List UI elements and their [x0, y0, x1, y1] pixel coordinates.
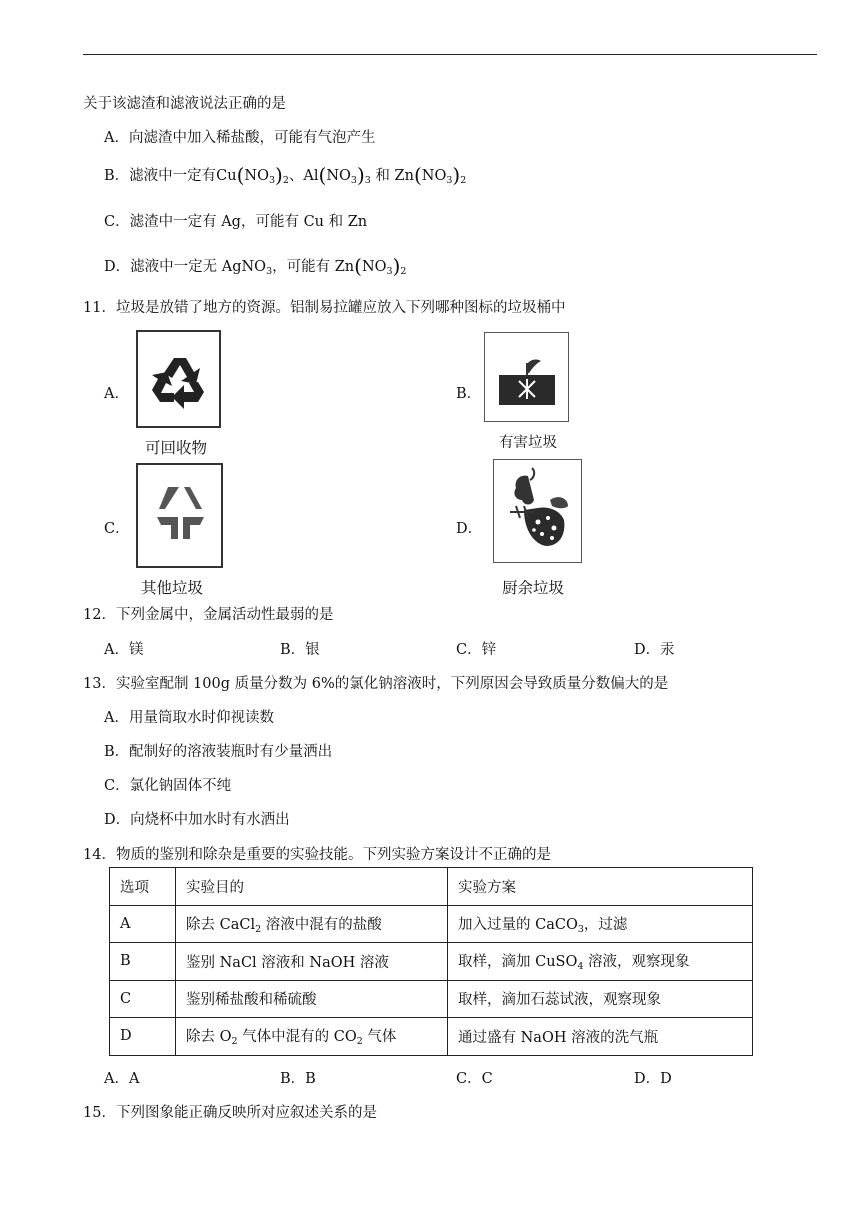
q12-option-c: C．锌: [456, 642, 497, 658]
q14-option-a: A．A: [104, 1071, 140, 1087]
table-cell-option: B: [110, 943, 176, 981]
q13-option-b: B．配制好的溶液装瓶时有少量洒出: [104, 744, 333, 760]
q12-stem: 12．下列金属中，金属活动性最弱的是: [83, 607, 334, 623]
header-rule: [83, 54, 817, 55]
table-row: [110, 1018, 753, 1056]
table-cell-purpose: 除去 $O_2$ 气体中混有的 $CO_2$ 气体: [176, 1018, 448, 1056]
q14-table: [109, 867, 753, 1056]
q10-option-c: C．滤渣中一定有 Ag，可能有 Cu 和 Zn: [104, 214, 368, 230]
table-row: [110, 980, 753, 1018]
q13-option-c: C．氯化钠固体不纯: [104, 778, 232, 794]
other-waste-icon: [136, 463, 223, 568]
q12-option-b: B．银: [280, 642, 320, 658]
kitchen-waste-icon: [493, 459, 582, 563]
table-cell-option: A: [110, 905, 176, 943]
q11-option-b-label: B．: [456, 386, 482, 402]
table-cell-plan: 加入过量的 CaCO$_3$，过滤: [448, 905, 753, 943]
q10-option-d: D．滤液中一定无 AgNO$_3$，可能有 $Zn(NO_3)_2$: [104, 254, 407, 278]
q13-option-d: D．向烧杯中加水时有水洒出: [104, 812, 290, 828]
table-cell-purpose: 除去 CaCl$_2$ 溶液中混有的盐酸: [176, 905, 448, 943]
table-row: [110, 905, 753, 943]
q13-option-a: A．用量筒取水时仰视读数: [104, 710, 274, 726]
q10-stem: 关于该滤渣和滤液说法正确的是: [83, 96, 286, 112]
hazardous-waste-icon: [484, 332, 569, 422]
q10-option-a: A．向滤渣中加入稀盐酸，可能有气泡产生: [104, 130, 376, 146]
table-header-row: [110, 868, 753, 906]
q14-stem: 14．物质的鉴别和除杂是重要的实验技能。下列实验方案设计不正确的是: [83, 847, 551, 863]
recycle-icon: [136, 330, 221, 428]
q13-stem: 13．实验室配制 100g 质量分数为 6%的氯化钠溶液时，下列原因会导致质量分数偏大的是: [83, 676, 669, 692]
q11-option-d-caption: 厨余垃圾: [502, 579, 565, 597]
table-row: [110, 943, 753, 981]
q11-stem: 11．垃圾是放错了地方的资源。铝制易拉罐应放入下列哪种图标的垃圾桶中: [83, 300, 566, 316]
table-cell-purpose: 鉴别稀盐酸和稀硫酸: [176, 980, 448, 1018]
table-cell-plan: 取样，滴加 CuSO$_4$ 溶液，观察现象: [448, 943, 753, 981]
q14-option-c: C．C: [456, 1071, 493, 1087]
q11-option-a-label: A．: [104, 386, 129, 402]
table-cell-plan: 通过盛有 NaOH 溶液的洗气瓶: [448, 1018, 753, 1056]
q14-option-b: B．B: [280, 1071, 316, 1087]
q11-option-b-caption: 有害垃圾: [499, 435, 557, 451]
q11-option-c-label: C．: [104, 521, 130, 537]
table-cell-purpose: 鉴别 NaCl 溶液和 NaOH 溶液: [176, 943, 448, 981]
q12-option-a: A．镁: [104, 642, 144, 658]
table-cell-plan: 取样，滴加石蕊试液，观察现象: [448, 980, 753, 1018]
table-cell-option: D: [110, 1018, 176, 1056]
q11-option-c-caption: 其他垃圾: [141, 579, 204, 597]
table-cell-option: C: [110, 980, 176, 1018]
q11-option-d-label: D．: [456, 521, 483, 537]
q10-option-b: B．滤液中一定有$Cu(NO_3)_2$、$Al(NO_3)_3$ 和 $Zn(NO_3)_2$: [104, 163, 467, 187]
q12-option-d: D．汞: [634, 642, 675, 658]
q11-option-a-caption: 可回收物: [145, 439, 208, 457]
table-header-cell: 选项: [110, 868, 176, 906]
table-header-cell: 实验方案: [448, 868, 753, 906]
q15-stem: 15．下列图象能正确反映所对应叙述关系的是: [83, 1105, 377, 1121]
table-header-cell: 实验目的: [176, 868, 448, 906]
q14-option-d: D．D: [634, 1071, 672, 1087]
